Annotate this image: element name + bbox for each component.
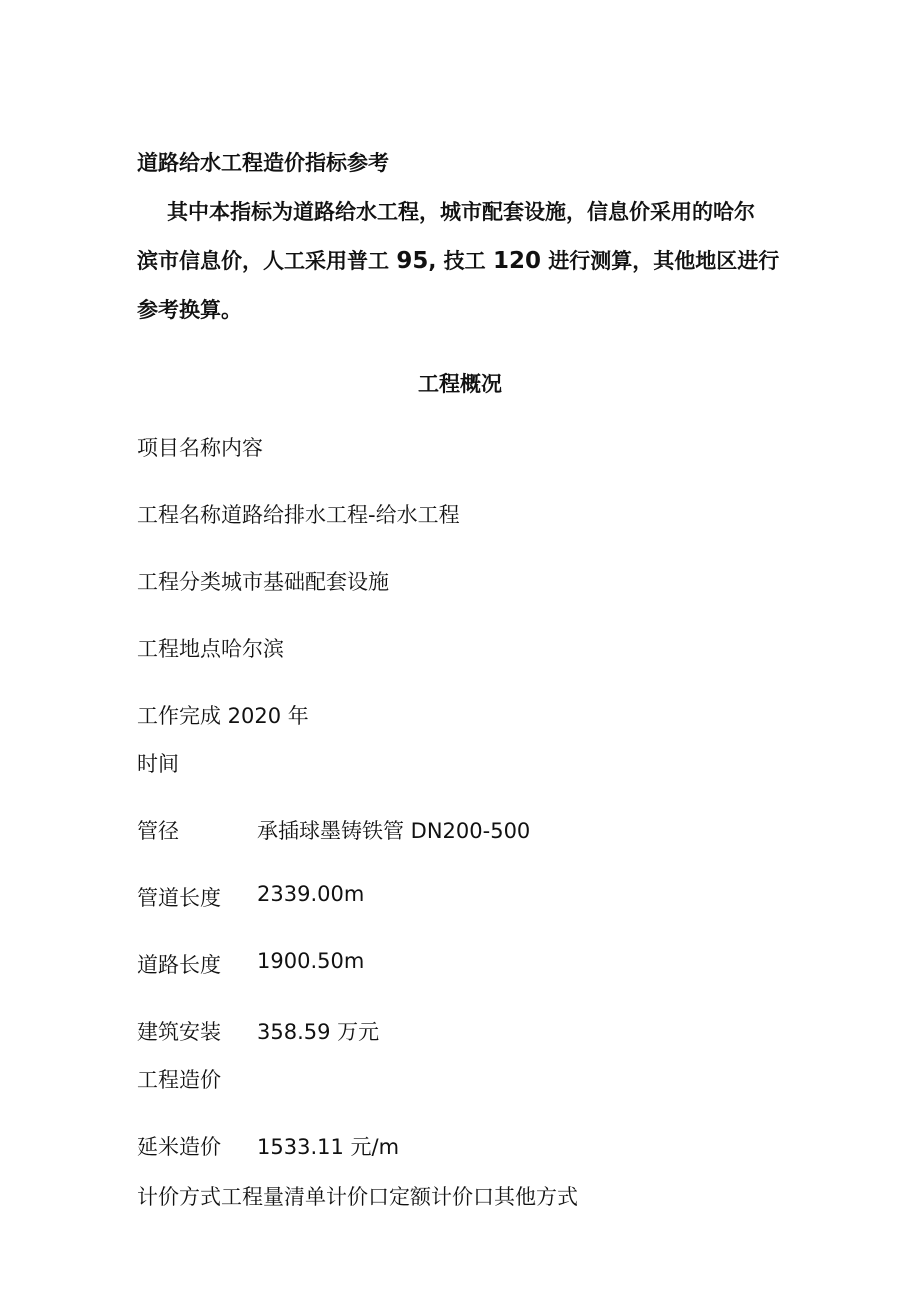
project-location-row: 工程地点哈尔滨 (137, 637, 284, 661)
road-length-label: 道路长度 (137, 953, 221, 977)
cost-per-meter-value: 1533.11 元/m (257, 1135, 400, 1159)
construction-cost-label: 建筑安装 (137, 1020, 221, 1044)
document-title: 道路给水工程造价指标参考 (137, 151, 389, 175)
project-name-row: 工程名称道路给排水工程-给水工程 (137, 503, 460, 527)
intro-line-3 (137, 286, 787, 335)
labor-rate-general: 95 (396, 248, 429, 274)
cost-per-meter-label: 延米造价 (137, 1135, 221, 1159)
construction-cost-label-cont: 工程造价 (137, 1068, 221, 1092)
pipe-diameter-value: 承插球墨铸铁管 DN200-500 (257, 819, 531, 843)
completion-time-label-cont: 时间 (137, 752, 179, 776)
section-heading: 工程概况 (418, 372, 502, 396)
table-header-row: 项目名称内容 (137, 436, 263, 460)
intro-text-1: 其中本指标为道路给水工程，城市配套设施，信息价采用的哈尔 (167, 200, 755, 224)
intro-text-2c: 进行测算，其他地区进行 (540, 249, 780, 273)
pipe-diameter-label: 管径 (137, 819, 179, 843)
intro-text-2b: , 技工 (428, 249, 493, 273)
intro-text-3: 参考换算。 (137, 298, 242, 322)
intro-line-1 (137, 188, 787, 237)
pricing-method-row: 计价方式工程量清单计价口定额计价口其他方式 (137, 1185, 578, 1209)
intro-paragraph (137, 188, 787, 335)
completion-time-label: 工作完成 2020 年 (137, 704, 309, 728)
intro-text-2a: 滨市信息价，人工采用普工 (137, 249, 397, 273)
pipe-length-label: 管道长度 (137, 886, 221, 910)
road-length-value: 1900.50m (257, 949, 365, 973)
labor-rate-skilled: 120 (492, 248, 541, 274)
project-category-row: 工程分类城市基础配套设施 (137, 570, 389, 594)
construction-cost-value: 358.59 万元 (257, 1020, 380, 1044)
intro-line-2 (137, 237, 787, 286)
pipe-length-value: 2339.00m (257, 882, 365, 906)
